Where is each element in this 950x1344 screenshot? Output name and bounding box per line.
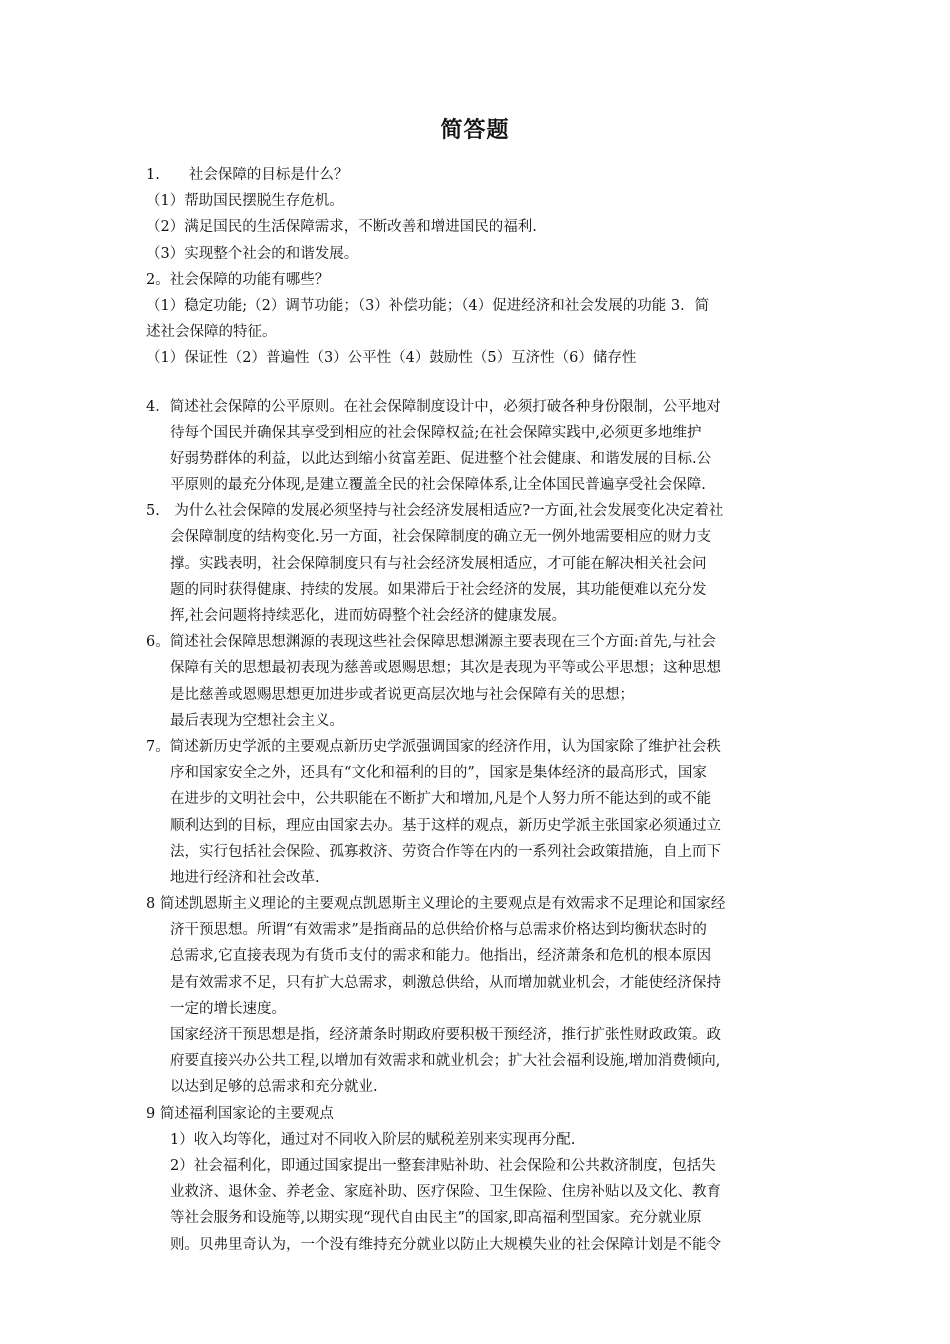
document-body bbox=[146, 162, 818, 1258]
text-line: 则。贝弗里奇认为，一个没有维持充分就业以防止大规模失业的社会保障计划是不能令 bbox=[170, 1236, 721, 1253]
text-line: 4．简述社会保障的公平原则。在社会保障制度设计中，必须打破各种身份限制，公平地对 bbox=[146, 398, 721, 415]
paragraph-gap bbox=[146, 372, 818, 394]
text-line: 2）社会福利化，即通过国家提出一整套津贴补助、社会保险和公共救济制度，包括失 bbox=[170, 1157, 716, 1174]
text-line: 等社会服务和设施等,以期实现“现代自由民主”的国家,即高福利型国家。充分就业原 bbox=[170, 1210, 702, 1227]
text-line: 撑。实践表明，社会保障制度只有与社会经济发展相适应，才可能在解决相关社会问 bbox=[170, 555, 707, 572]
text-line: 以达到足够的总需求和充分就业. bbox=[170, 1079, 378, 1096]
text-line: 9 简述福利国家论的主要观点 bbox=[146, 1105, 334, 1122]
text-line: 会保障制度的结构变化.另一方面，社会保障制度的确立无一例外地需要相应的财力支 bbox=[170, 529, 712, 546]
text-line: 保障有关的思想最初表现为慈善或恩赐思想；其次是表现为平等或公平思想；这种思想 bbox=[170, 660, 721, 677]
text-line: 地进行经济和社会改革. bbox=[170, 869, 320, 886]
text-line: 待每个国民并确保其享受到相应的社会保障权益;在社会保障实践中,必须更多地维护 bbox=[170, 424, 702, 441]
text-line: 业救济、退休金、养老金、家庭补助、医疗保险、卫生保险、住房补贴以及文化、教育 bbox=[170, 1184, 721, 1201]
text-line: 好弱势群体的利益，以此达到缩小贫富差距、促进整个社会健康、和谐发展的目标.公 bbox=[170, 450, 712, 467]
text-line: 一定的增长速度。 bbox=[170, 1000, 286, 1017]
text-line: 2。社会保障的功能有哪些？ bbox=[146, 271, 330, 288]
text-line: 府要直接兴办公共工程,以增加有效需求和就业机会；扩大社会福利设施,增加消费倾向, bbox=[170, 1053, 721, 1070]
text-line: 8 简述凯恩斯主义理论的主要观点凯恩斯主义理论的主要观点是有效需求不足理论和国家经 bbox=[146, 896, 726, 913]
text-line: （2）满足国民的生活保障需求，不断改善和增进国民的福利. bbox=[146, 219, 537, 236]
text-line: 5. 为什么社会保障的发展必须坚持与社会经济发展相适应?一方面,社会发展变化决定着社 bbox=[146, 503, 724, 520]
text-line: 济干预思想。所谓“有效需求”是指商品的总供给价格与总需求价格达到均衡状态时的 bbox=[170, 922, 707, 939]
text-line: 在进步的文明社会中，公共职能在不断扩大和增加,凡是个人努力所不能达到的或不能 bbox=[170, 791, 712, 808]
text-line: 是比慈善或恩赐思想更加进步或者说更高层次地与社会保障有关的思想； bbox=[170, 686, 634, 703]
page-title: 简答题 bbox=[440, 118, 510, 143]
text-line: 国家经济干预思想是指，经济萧条时期政府要积极干预经济，推行扩张性财政政策。政 bbox=[170, 1027, 721, 1043]
text-line: 1. 社会保障的目标是什么？ bbox=[146, 167, 349, 183]
text-line: 1）收入均等化，通过对不同收入阶层的赋税差别来实现再分配. bbox=[170, 1131, 576, 1148]
text-line: 挥,社会问题将持续恶化，进而妨碍整个社会经济的健康发展。 bbox=[170, 608, 567, 624]
text-line: 顺利达到的目标，理应由国家去办。基于这样的观点，新历史学派主张国家必须通过立 bbox=[170, 817, 721, 834]
text-line: 6。简述社会保障思想渊源的表现这些社会保障思想渊源主要表现在三个方面:首先,与社会 bbox=[146, 634, 716, 651]
text-line: 述社会保障的特征。 bbox=[146, 324, 277, 341]
text-line: （1）帮助国民摆脱生存危机。 bbox=[146, 193, 344, 210]
text-line: 序和国家安全之外，还具有“文化和福利的目的”，国家是集体经济的最高形式，国家 bbox=[170, 765, 707, 782]
text-line: （1）保证性（2）普遍性（3）公平性（4）鼓励性（5）互济性（6）储存性 bbox=[146, 350, 637, 367]
text-line: 法，实行包括社会保险、孤寡救济、劳资合作等在内的一系列社会政策措施，自上而下 bbox=[170, 843, 721, 860]
text-line: 是有效需求不足，只有扩大总需求，刺激总供给，从而增加就业机会，才能使经济保持 bbox=[170, 974, 721, 991]
text-line: 平原则的最充分体现,是建立覆盖全民的社会保障体系,让全体国民普遍享受社会保障. bbox=[170, 477, 706, 494]
text-line: 7。简述新历史学派的主要观点新历史学派强调国家的经济作用，认为国家除了维护社会秩 bbox=[146, 738, 721, 755]
text-line: （3）实现整个社会的和谐发展。 bbox=[146, 245, 359, 262]
text-line: 最后表现为空想社会主义。 bbox=[170, 712, 344, 729]
text-line: （1）稳定功能;（2）调节功能；（3）补偿功能；（4）促进经济和社会发展的功能 3．简 bbox=[146, 297, 710, 314]
text-line: 题的同时获得健康、持续的发展。如果滞后于社会经济的发展，其功能便难以充分发 bbox=[170, 581, 707, 598]
text-line: 总需求,它直接表现为有货币支付的需求和能力。他指出，经济萧条和危机的根本原因 bbox=[170, 948, 712, 965]
